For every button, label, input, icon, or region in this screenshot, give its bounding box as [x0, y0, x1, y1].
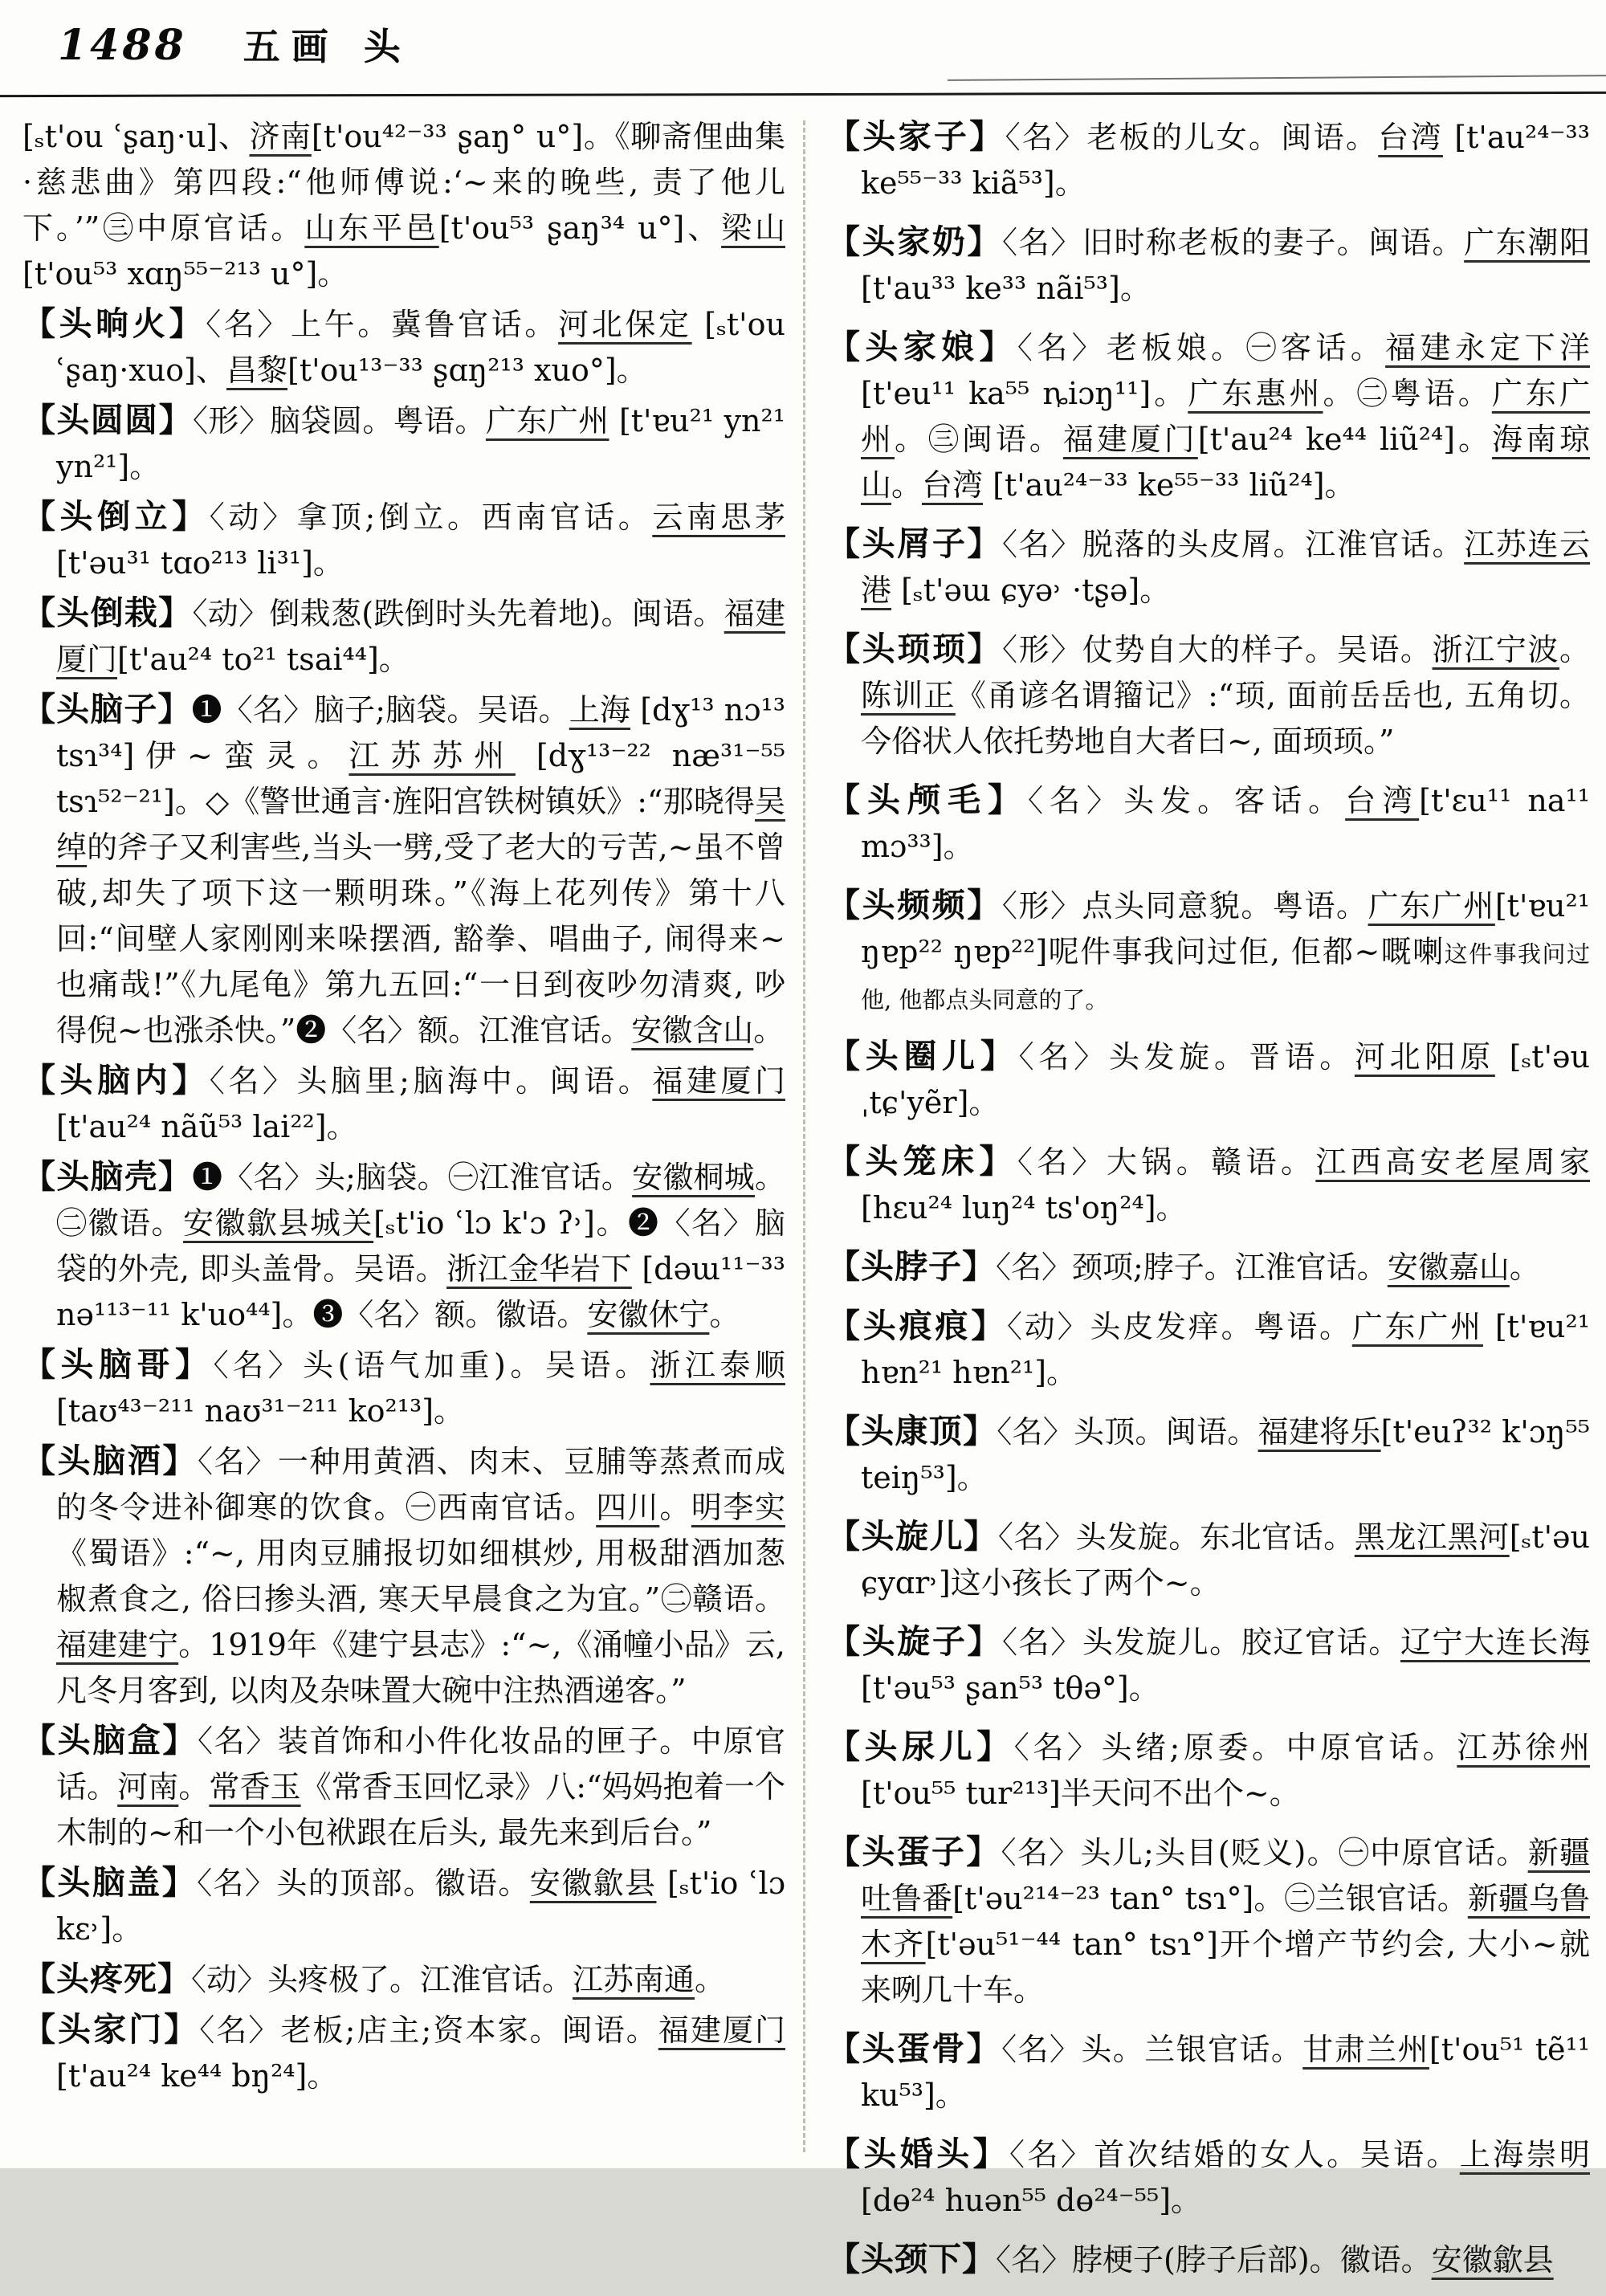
entry-text: 。 [178, 1769, 210, 1805]
entry-headword: 【头频频】 [827, 886, 1002, 924]
dictionary-entry [22, 301, 785, 394]
dictionary-entry [827, 1619, 1590, 1711]
entry-text: [t'ou⁵³ ʂaŋ³⁴ u°]、 [438, 210, 722, 246]
dictionary-entry [827, 777, 1590, 870]
entry-text: 的斧子又利害些,当头一劈,受了老大的亏苦,~虽不曾破,却失了项下这一颗明珠。”《海上花列传》第十八回:“间壁人家刚刚来哚摆酒, 豁拳、唱曲子, 闹得来~也痛哉!”《九尾龟》第九五回:“一日到夜吵勿清爽, 吵得倪~也涨杀快。”❷〈名〉额。江淮官话。 [56, 830, 785, 1048]
entry-text: [ₛt'io ʿlɔ k'ɔ ʔ˒]。❷〈名〉脑袋的外壳, 即头盖骨。吴语。 [56, 1205, 785, 1287]
entry-headword: 【头笼床】 [827, 1142, 1017, 1181]
underlined-name: 安徽含山 [631, 1013, 754, 1048]
underlined-name: 广东广州 [1368, 888, 1495, 924]
entry-text: 〈名〉上午。冀鲁官话。 [206, 307, 559, 342]
entry-headword: 【头脑哥】 [22, 1345, 214, 1384]
entry-text: [dəɯ¹¹⁻³³ nə¹¹³⁻¹¹ k'uo⁴⁴]。❸〈名〉额。徽语。 [56, 1251, 785, 1332]
dictionary-entry [22, 494, 785, 586]
entry-text: [ₛt'əu ɕyɑr˒]这小孩长了两个~。 [861, 1519, 1590, 1601]
entry-text: 。 [659, 1490, 691, 1525]
underlined-name: 辽宁大连长海 [1400, 1625, 1590, 1660]
entry-headword: 【头家娘】 [827, 328, 1017, 366]
entry-text: [t'ɐu²¹ yn²¹ yn²¹]。 [56, 403, 785, 484]
dictionary-entry [827, 114, 1590, 206]
underlined-name: 江苏南通 [573, 1962, 695, 1997]
entry-text: ❶〈名〉脑子;脑袋。吴语。 [191, 692, 569, 728]
entry-text: [dɣ¹³ nɔ¹³ tsɿ³⁴]伊~蛮灵。 [56, 692, 785, 773]
entry-headword: 【头脑酒】 [22, 1442, 198, 1480]
entry-text: 。 [1509, 1250, 1540, 1285]
entry-headword: 【头倒栽】 [22, 593, 193, 632]
entry-text: 〈动〉倒栽葱(跌倒时头先着地)。闽语。 [192, 596, 724, 631]
entry-headword: 【头脑盖】 [22, 1863, 198, 1902]
entry-text: [ₛt'io ʿlɔ kɛ˒]。 [56, 1866, 785, 1947]
underlined-name: 江苏连云港 [861, 527, 1590, 608]
entry-text: 〈名〉旧时称老板的妻子。闽语。 [1002, 225, 1465, 260]
entry-text: [ₛt'ou ʿʂaŋ·xuo]、 [56, 307, 785, 388]
dictionary-entry [827, 219, 1590, 312]
entry-text: 〈动〉拿顶;倒立。西南官话。 [209, 500, 653, 535]
dictionary-entry [827, 1303, 1590, 1396]
underlined-name: 浙江泰顺 [650, 1348, 785, 1383]
entry-headword: 【头圈儿】 [827, 1037, 1019, 1075]
entry-headword: 【头家奶】 [827, 222, 1003, 261]
entry-text: [t'əu⁵¹⁻⁴⁴ tan° tsɿ°]开个增产节约会, 大小~就来咧几十车。 [861, 1927, 1590, 2008]
underlined-name: 福建厦门 [1062, 422, 1198, 457]
underlined-name: 云南思茅 [652, 500, 786, 535]
underlined-name: 江苏徐州 [1457, 1730, 1591, 1765]
underlined-name: 福建厦门 [658, 2013, 786, 2048]
entry-text: [ₛt'ou ʿʂaŋ·u]、 [22, 119, 250, 154]
page-number: 1488 [58, 21, 187, 70]
underlined-name: 新疆吐鲁番 [861, 1835, 1590, 1916]
underlined-name: 台湾 [1345, 783, 1420, 818]
underlined-name: 常香玉 [209, 1769, 301, 1805]
underlined-name: 安徽桐城 [632, 1160, 755, 1195]
entry-text: [t'au²⁴⁻³³ ke⁵⁵⁻³³ liũ²⁴]。 [983, 467, 1355, 503]
entry-text: [t'ou¹³⁻³³ ʂɑŋ²¹³ xuo°]。 [287, 353, 647, 388]
dictionary-entry [827, 1514, 1590, 1606]
underlined-name: 台湾 [1378, 120, 1443, 155]
dictionary-entry [22, 398, 785, 490]
entry-headword: 【头颈下】 [827, 2240, 996, 2278]
entry-continuation [22, 114, 785, 297]
entry-text: 。 [695, 1962, 726, 1997]
dictionary-entry [22, 1342, 785, 1434]
dictionary-entry [827, 1139, 1590, 1231]
entry-headword: 【头脖子】 [827, 1247, 996, 1286]
underlined-name: 安徽歙县 [529, 1866, 657, 1901]
underlined-name: 济南 [249, 119, 312, 154]
underlined-name: 安徽歙县 [1431, 2242, 1554, 2278]
underlined-name: 浙江金华岩下 [446, 1251, 632, 1287]
underlined-name: 梁山 [721, 210, 785, 246]
underlined-name: 江西高安老屋周家 [1315, 1144, 1590, 1180]
underlined-name: 福建厦门 [652, 1063, 786, 1099]
entry-text: [taʊ⁴³⁻²¹¹ naʊ³¹⁻²¹¹ ko²¹³]。 [56, 1393, 465, 1429]
underlined-name: 黑龙江黑河 [1354, 1519, 1510, 1555]
underlined-name: 广东广州 [1351, 1309, 1483, 1344]
entry-text: [t'ou⁴²⁻³³ ʂaŋ° u°]。《聊斋俚曲集·慈悲曲》第四段:“他师傅说:‘~来的晚些, 责了他儿下。’”㊂中原官话。 [22, 119, 785, 246]
entry-headword: 【头旋儿】 [827, 1517, 998, 1556]
entry-text: 〈名〉老板娘。㊀客话。 [1017, 330, 1386, 365]
entry-headword: 【头颅毛】 [827, 781, 1029, 819]
entry-text: [t'au²⁴ ke⁴⁴ liũ²⁴]。 [1197, 422, 1493, 457]
entry-text: [t'əu⁵³ ʂan⁵³ tθə°]。 [861, 1670, 1160, 1706]
underlined-name: 昌黎 [226, 353, 288, 388]
underlined-name: 上海 [569, 692, 631, 728]
dictionary-entry [827, 1409, 1590, 1501]
entry-headword: 【头脑内】 [22, 1061, 210, 1099]
entry-headword: 【头脑子】 [22, 690, 192, 728]
underlined-name: 江苏苏州 [349, 738, 516, 773]
entry-headword: 【头疼死】 [22, 1960, 191, 1998]
entry-headword: 【头尿儿】 [827, 1727, 1014, 1766]
entry-text: [t'ɛu¹¹ na¹¹ mɔ³³]。 [861, 783, 1590, 864]
underlined-name: 上海崇明 [1459, 2137, 1590, 2172]
underlined-name: 福建将乐 [1257, 1414, 1381, 1450]
underlined-name: 广东惠州 [1188, 376, 1323, 411]
entry-text: 〈名〉头(语气加重)。吴语。 [213, 1348, 650, 1383]
entry-text: 〈形〉点头同意貌。粤语。 [1001, 888, 1368, 924]
entry-headword: 【头康顶】 [827, 1412, 997, 1450]
underlined-name: 浙江宁波 [1432, 632, 1559, 667]
entry-headword: 【头倒立】 [22, 497, 210, 536]
underlined-name: 陈训正 [861, 678, 956, 713]
entry-text: [t'au²⁴⁻³³ ke⁵⁵⁻³³ kiã⁵³]。 [861, 120, 1590, 201]
entry-text: 〈名〉老板的儿女。闽语。 [1005, 120, 1379, 155]
entry-text: [t'au²⁴ ke⁴⁴ bŋ²⁴]。 [56, 2058, 338, 2094]
entry-text: 。 [1559, 632, 1590, 667]
entry-text: 〈名〉头发。客话。 [1028, 783, 1346, 818]
header-rule [0, 92, 1606, 97]
entry-text: 〈名〉大锅。赣语。 [1017, 1144, 1316, 1180]
underlined-name: 海南琼山 [861, 422, 1590, 503]
underlined-name: 台湾 [922, 467, 984, 503]
entry-text: [t'ɐu²¹ ŋɐp²² ŋɐp²²]呢件事我问过佢, 佢都~嘅喇 [861, 888, 1590, 969]
entry-headword: 【头痕痕】 [827, 1307, 1007, 1345]
entry-headword: 【头旋子】 [827, 1622, 1003, 1661]
entry-headword: 【头家子】 [827, 117, 1005, 156]
entry-text: 〈名〉脖梗子(脖子后部)。徽语。 [996, 2242, 1432, 2278]
underlined-name: 福建厦门 [56, 596, 785, 677]
entry-text: 〈名〉头儿;头目(贬义)。㊀中原官话。 [1001, 1835, 1528, 1870]
underlined-name: 明李实 [691, 1490, 785, 1525]
underlined-name: 甘肃兰州 [1302, 2032, 1429, 2067]
dictionary-entry [827, 1724, 1590, 1817]
dictionary-entry [827, 324, 1590, 508]
underlined-name: 广东广州 [861, 376, 1590, 457]
entry-text: 〈动〉头疼极了。江淮官话。 [191, 1962, 573, 1997]
underlined-name: 河北阳原 [1354, 1039, 1495, 1075]
underlined-name: 山东平邑 [304, 210, 439, 246]
dictionary-entry [22, 1718, 785, 1856]
dictionary-entry [827, 626, 1590, 765]
section-title: 五画 头 [243, 25, 412, 68]
entry-text: 〈名〉头顶。闽语。 [997, 1414, 1258, 1450]
dictionary-entry [827, 1829, 1590, 2013]
entry-text: [t'əu³¹ tɑo²¹³ li³¹]。 [56, 545, 344, 581]
entry-text: 。㊁徽语。 [56, 1160, 785, 1241]
entry-text: [dɣ¹³⁻²² næ³¹⁻⁵⁵ tsɿ⁵²⁻²¹]。◇《警世通言·旌阳宫铁树镇妖》:“那晓得 [56, 738, 785, 819]
entry-text: [hɛu²⁴ luŋ²⁴ ts'oŋ²⁴]。 [861, 1190, 1187, 1225]
underlined-name: 福建永定下洋 [1385, 330, 1590, 365]
entry-text: [ₛt'əu ˌtɕ'yẽr]。 [861, 1039, 1590, 1120]
dictionary-entry [22, 687, 785, 1054]
entry-headword: 【头脑壳】 [22, 1157, 193, 1196]
entry-text: 《甬谚名谓籀记》:“顼, 面前岳岳也, 五角切。今俗状人依托势地自大者曰~, 面顼顼。” [861, 678, 1590, 759]
entry-text: [t'ou⁵³ xɑŋ⁵⁵⁻²¹³ u°]。 [22, 256, 349, 292]
underlined-name: 河南 [117, 1769, 179, 1805]
entry-text: 〈名〉一种用黄酒、肉末、豆脯等蒸煮而成的冬令进补御寒的饮食。㊀西南官话。 [56, 1444, 785, 1525]
entry-text: 〈动〉头皮发痒。粤语。 [1007, 1309, 1352, 1344]
entry-headword: 【头婚头】 [827, 2135, 1010, 2173]
dictionary-entry [22, 1860, 785, 1952]
entry-text: 。㊁粤语。 [1323, 376, 1492, 411]
dictionary-entry [827, 1244, 1590, 1291]
entry-text: [t'au²⁴ to²¹ tsai⁴⁴]。 [117, 642, 410, 677]
entry-text: [t'ɐu²¹ hɐn²¹ hɐn²¹]。 [861, 1309, 1590, 1390]
entry-text: 。 [753, 1013, 785, 1048]
entry-text: 〈形〉脑袋圆。粤语。 [192, 403, 486, 438]
entry-text: 《常香玉回忆录》八:“妈妈抱着一个木制的~和一个小包袱跟在后头, 最先来到后台。” [56, 1769, 785, 1850]
entry-text: 〈名〉首次结婚的女人。吴语。 [1009, 2137, 1460, 2172]
entry-text: 。㊂闽语。 [894, 422, 1063, 457]
dictionary-entry [22, 590, 785, 683]
entry-text: 〈名〉颈项;脖子。江淮官话。 [996, 1250, 1388, 1285]
header-rule-scan-artifact [948, 75, 1606, 81]
underlined-name: 安徽歙县城关 [183, 1205, 374, 1241]
entry-text: 〈名〉头脑里;脑海中。闽语。 [209, 1063, 653, 1099]
entry-text: [t'au³³ ke³³ nãi⁵³]。 [861, 271, 1151, 306]
underlined-name: 四川 [596, 1490, 660, 1525]
underlined-name: 广东广州 [485, 403, 609, 438]
entry-text: 《蜀语》:“~, 用肉豆脯报切如细棋炒, 用极甜酒加葱椒煮食之, 俗曰掺头酒, 寒天早晨食之为宜。”㊁赣语。 [56, 1535, 785, 1617]
entry-text: [t'eu¹¹ ka⁵⁵ ȵiɔŋ¹¹]。 [861, 376, 1188, 411]
underlined-name: 安徽休宁 [587, 1297, 710, 1332]
entry-text: 〈名〉装首饰和小件化妆品的匣子。中原官话。 [56, 1723, 785, 1805]
entry-text: 〈名〉脱落的头皮屑。江淮官话。 [1002, 527, 1465, 562]
entry-headword: 【头屑子】 [827, 524, 1003, 563]
entry-text: 〈名〉老板;店主;资本家。闽语。 [199, 2013, 658, 2048]
entry-text: [dɵ²⁴ huən⁵⁵ dɵ²⁴⁻⁵⁵]。 [861, 2183, 1202, 2218]
dictionary-entry [22, 1956, 785, 2003]
underlined-name: 安徽嘉山 [1387, 1250, 1510, 1285]
dictionary-entry [22, 1058, 785, 1150]
entry-headword: 【头家门】 [22, 2010, 200, 2049]
entry-headword: 【头蛋骨】 [827, 2029, 1002, 2068]
dictionary-entry [827, 883, 1590, 1021]
entry-text: 〈名〉头发旋儿。胶辽官话。 [1002, 1625, 1400, 1660]
entry-text: [t'euʔ³² k'ɔŋ⁵⁵ teiŋ⁵³]。 [861, 1414, 1590, 1495]
underlined-name: 新疆乌鲁木齐 [861, 1881, 1590, 1962]
entry-text: [ₛt'əɯ ɕyə˒ ·tʂə]。 [891, 573, 1171, 608]
entry-text: 。 [891, 467, 923, 503]
entry-headword: 【头蛋子】 [827, 1833, 1001, 1871]
dictionary-entry [827, 1034, 1590, 1126]
dictionary-entry [22, 2007, 785, 2099]
entry-text: [t'əu²¹⁴⁻²³ tan° tsɿ°]。㊁兰银官话。 [952, 1881, 1468, 1916]
entry-text: 〈名〉头发旋。东北官话。 [997, 1519, 1355, 1555]
entry-text: [t'ou⁵⁵ tur²¹³]半天问不出个~。 [861, 1776, 1300, 1811]
entry-headword: 【头晌火】 [22, 304, 206, 343]
dictionary-entry [22, 1438, 785, 1714]
dictionary-entry [827, 2026, 1590, 2119]
entry-text: 。 [709, 1297, 740, 1332]
entry-text: [t'ou⁵¹ tẽ¹¹ ku⁵³]。 [861, 2032, 1590, 2113]
entry-text: ❶〈名〉头;脑袋。㊀江淮官话。 [192, 1160, 633, 1195]
entry-headword: 【头圆圆】 [22, 401, 193, 439]
underlined-name: 河北保定 [558, 307, 692, 342]
entry-text: 〈名〉头绪;原委。中原官话。 [1013, 1730, 1457, 1765]
entry-text: [t'au²⁴ nãũ⁵³ lai²²]。 [56, 1109, 357, 1144]
column-divider [803, 120, 805, 2152]
dictionary-entry [827, 2237, 1590, 2283]
dictionary-entry [827, 521, 1590, 614]
gloss-small-text: 这件事我问过他, 他都点头同意的了。 [861, 940, 1590, 1013]
right-column [827, 114, 1590, 2296]
entry-text: 。1919年《建宁县志》:“~,《涌幢小品》云, 凡冬月客到, 以肉及杂味置大碗中注热酒递客。” [56, 1627, 785, 1708]
underlined-name: 福建建宁 [56, 1627, 179, 1662]
dictionary-entry [22, 1154, 785, 1338]
entry-text: 〈名〉头。兰银官话。 [1001, 2032, 1303, 2067]
left-column [22, 114, 785, 2103]
entry-text: 〈名〉头的顶部。徽语。 [197, 1866, 530, 1901]
page-header [58, 18, 412, 71]
entry-headword: 【头顼顼】 [827, 630, 1003, 668]
entry-text: 〈形〉仗势自大的样子。吴语。 [1002, 632, 1433, 667]
entry-headword: 【头脑盒】 [22, 1721, 198, 1760]
entry-text: 〈名〉头发旋。晋语。 [1018, 1039, 1355, 1075]
dictionary-entry [827, 2131, 1590, 2224]
underlined-name: 吴绰 [56, 784, 785, 865]
underlined-name: 广东潮阳 [1464, 225, 1590, 260]
